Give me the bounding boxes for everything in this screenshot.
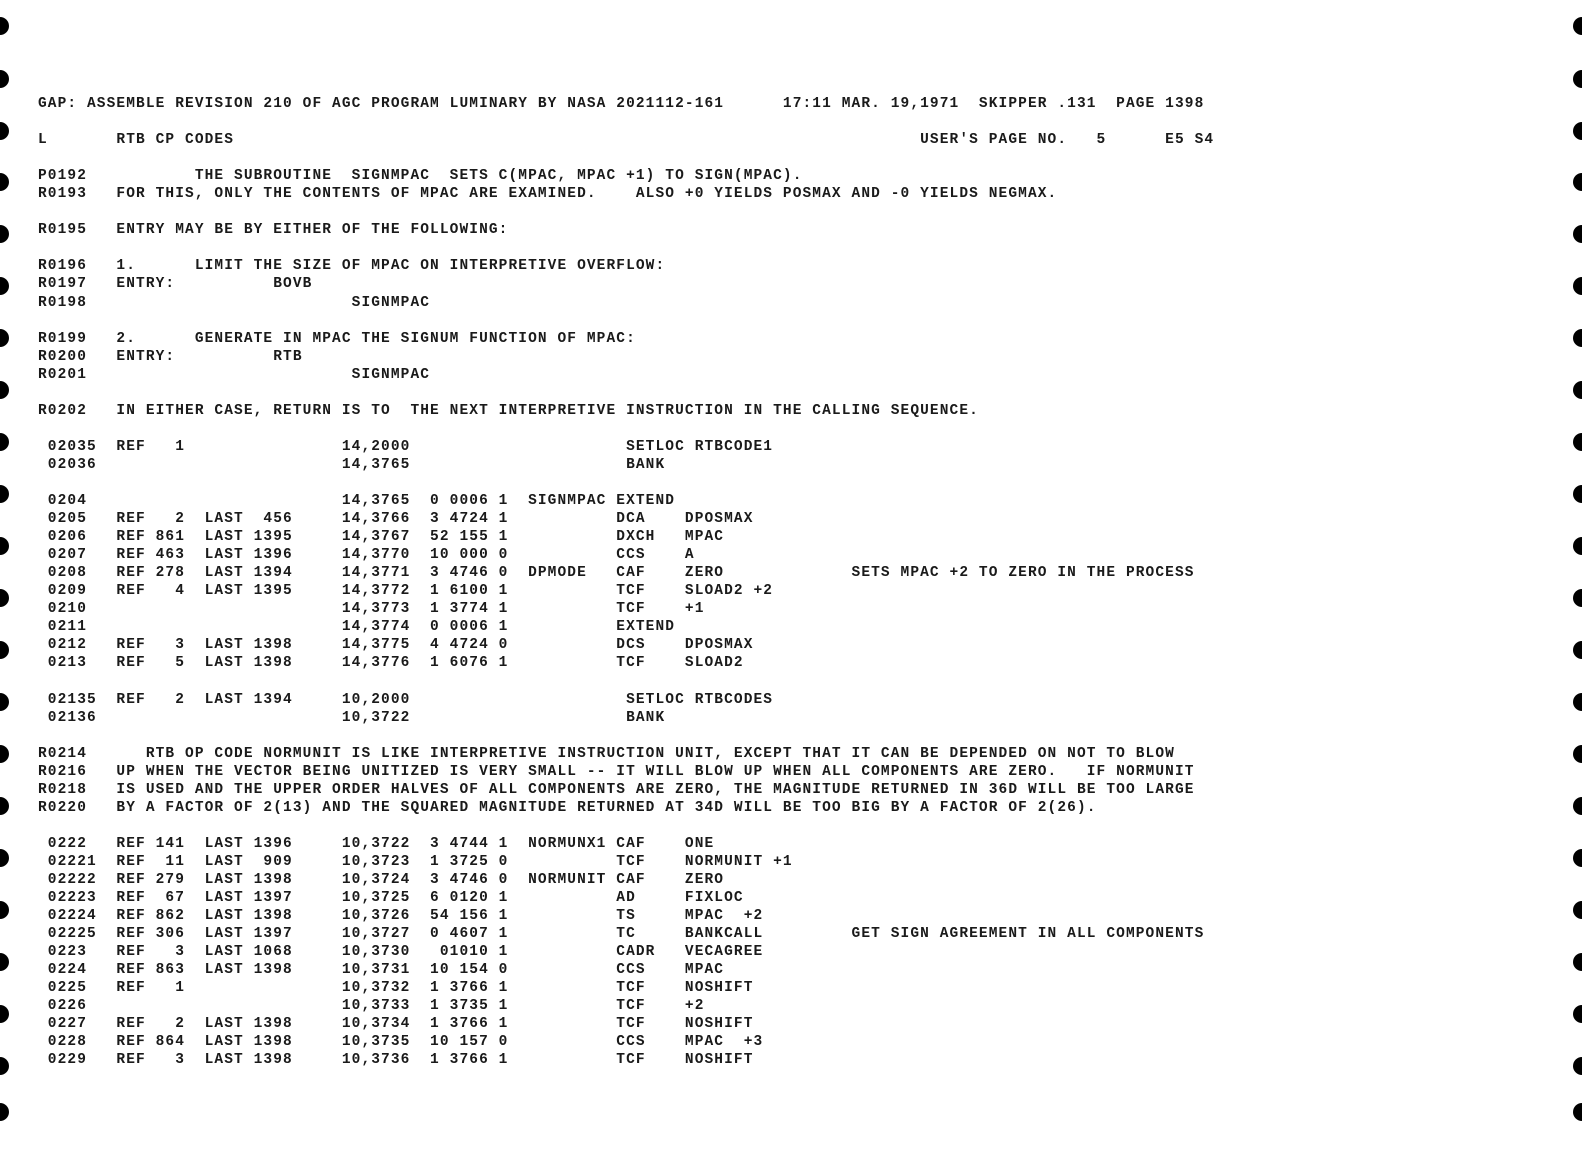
feed-hole	[1573, 225, 1582, 243]
comment-line: R0218 IS USED AND THE UPPER ORDER HALVES OF ALL COMPONENTS ARE ZERO, THE MAGNITUDE RETURNED IN 36D WILL BE TOO LARGE	[38, 781, 1195, 798]
feed-hole	[0, 277, 9, 295]
blank-line	[38, 673, 1214, 691]
feed-hole	[1573, 1057, 1582, 1075]
code-line: 02221 REF 11 LAST 909 10,3723 1 3725 0 TCF NORMUNIT +1	[38, 853, 793, 870]
comment-line: R0200 ENTRY: RTB	[38, 348, 303, 365]
code-line: 02224 REF 862 LAST 1398 10,3726 54 156 1 TS MPAC +2	[38, 908, 764, 925]
feed-hole	[1573, 693, 1582, 711]
feed-hole	[1573, 589, 1582, 607]
code-line: 0209 REF 4 LAST 1395 14,3772 1 6100 1 TCF SLOAD2 +2	[38, 583, 774, 600]
code-line: 0204 14,3765 0 0006 1 SIGNMPAC EXTEND	[38, 493, 676, 510]
blank-line	[38, 239, 1214, 257]
code-line: 0225 REF 1 10,3732 1 3766 1 TCF NOSHIFT	[38, 980, 754, 997]
code-line: 0211 14,3774 0 0006 1 EXTEND	[38, 619, 676, 636]
code-line: 0229 REF 3 LAST 1398 10,3736 1 3766 1 TCF NOSHIFT	[38, 1052, 754, 1069]
blank-line	[38, 203, 1214, 221]
comment-line: R0197 ENTRY: BOVB	[38, 276, 313, 293]
blank-line	[38, 384, 1214, 402]
code-line: 0213 REF 5 LAST 1398 14,3776 1 6076 1 TCF SLOAD2	[38, 655, 744, 672]
code-line: 02222 REF 279 LAST 1398 10,3724 3 4746 0 NORMUNIT CAF ZERO	[38, 872, 725, 889]
feed-hole	[0, 1057, 9, 1075]
code-line: 02135 REF 2 LAST 1394 10,2000 SETLOC RTBCODES	[38, 691, 774, 708]
feed-hole	[1573, 797, 1582, 815]
feed-hole	[0, 329, 9, 347]
code-line: 0206 REF 861 LAST 1395 14,3767 52 155 1 DXCH MPAC	[38, 529, 725, 546]
feed-hole	[1573, 537, 1582, 555]
code-line: 02035 REF 1 14,2000 SETLOC RTBCODE1	[38, 438, 774, 455]
blank-line	[38, 312, 1214, 330]
feed-hole	[0, 693, 9, 711]
feed-hole	[1573, 70, 1582, 88]
feed-hole	[1573, 277, 1582, 295]
feed-hole	[1573, 901, 1582, 919]
code-line: 02223 REF 67 LAST 1397 10,3725 6 0120 1 AD FIXLOC	[38, 890, 744, 907]
code-line: 0210 14,3773 1 3774 1 TCF +1	[38, 601, 705, 618]
feed-hole	[0, 797, 9, 815]
code-line: 0205 REF 2 LAST 456 14,3766 3 4724 1 DCA DPOSMAX	[38, 511, 754, 528]
feed-hole	[0, 745, 9, 763]
feed-hole	[0, 1005, 9, 1023]
code-line: 0208 REF 278 LAST 1394 14,3771 3 4746 0 DPMODE CAF ZERO SETS MPAC +2 TO ZERO IN THE PROCESS	[38, 565, 1195, 582]
comment-line: R0214 RTB OP CODE NORMUNIT IS LIKE INTERPRETIVE INSTRUCTION UNIT, EXCEPT THAT IT CAN BE DEPENDED ON NOT TO BLOW	[38, 745, 1175, 762]
comment-line: R0202 IN EITHER CASE, RETURN IS TO THE NEXT INTERPRETIVE INSTRUCTION IN THE CALLING SEQUENCE.	[38, 402, 979, 419]
feed-hole	[0, 589, 9, 607]
blank-line	[38, 817, 1214, 835]
section-title-line: L RTB CP CODES USER'S PAGE NO. 5 E5 S4	[38, 132, 1215, 149]
blank-line	[38, 113, 1214, 131]
feed-hole	[1573, 745, 1582, 763]
blank-line	[38, 727, 1214, 745]
feed-hole	[0, 70, 9, 88]
feed-hole	[1573, 849, 1582, 867]
feed-hole	[1573, 1005, 1582, 1023]
feed-hole	[1573, 641, 1582, 659]
code-line: 0226 10,3733 1 3735 1 TCF +2	[38, 998, 705, 1015]
feed-hole	[1573, 329, 1582, 347]
feed-hole	[0, 122, 9, 140]
feed-hole	[0, 17, 9, 35]
code-line: 0227 REF 2 LAST 1398 10,3734 1 3766 1 TCF NOSHIFT	[38, 1016, 754, 1033]
feed-hole	[0, 953, 9, 971]
feed-hole	[0, 485, 9, 503]
comment-line: R0195 ENTRY MAY BE BY EITHER OF THE FOLLOWING:	[38, 222, 509, 239]
blank-line	[38, 474, 1214, 492]
feed-hole	[1573, 1103, 1582, 1121]
code-line: 02225 REF 306 LAST 1397 10,3727 0 4607 1 TC BANKCALL GET SIGN AGREEMENT IN ALL COMPONENTS	[38, 926, 1205, 943]
feed-hole	[0, 1103, 9, 1121]
comment-line: R0199 2. GENERATE IN MPAC THE SIGNUM FUNCTION OF MPAC:	[38, 330, 636, 347]
code-line: 0223 REF 3 LAST 1068 10,3730 01010 1 CADR VECAGREE	[38, 944, 764, 961]
feed-hole	[0, 641, 9, 659]
code-line: 0228 REF 864 LAST 1398 10,3735 10 157 0 CCS MPAC +3	[38, 1034, 764, 1051]
comment-line: R0220 BY A FACTOR OF 2(13) AND THE SQUARED MAGNITUDE RETURNED AT 34D WILL BE TOO BIG BY A FACTOR OF 2(26).	[38, 799, 1097, 816]
header-line: GAP: ASSEMBLE REVISION 210 OF AGC PROGRAM LUMINARY BY NASA 2021112-161 17:11 MAR. 19,1971 SKIPPER .131 PAGE 1398	[38, 96, 1205, 112]
feed-hole	[0, 225, 9, 243]
blank-line	[38, 149, 1214, 167]
feed-hole	[1573, 433, 1582, 451]
blank-line	[38, 420, 1214, 438]
comment-line: P0192 THE SUBROUTINE SIGNMPAC SETS C(MPAC, MPAC +1) TO SIGN(MPAC).	[38, 168, 803, 185]
feed-hole	[0, 901, 9, 919]
feed-hole	[0, 537, 9, 555]
code-line: 0222 REF 141 LAST 1396 10,3722 3 4744 1 NORMUNX1 CAF ONE	[38, 835, 715, 852]
feed-hole	[0, 173, 9, 191]
comment-line: R0201 SIGNMPAC	[38, 366, 431, 383]
feed-hole	[1573, 122, 1582, 140]
feed-hole	[0, 849, 9, 867]
comment-line: R0198 SIGNMPAC	[38, 294, 431, 311]
comment-line: R0196 1. LIMIT THE SIZE OF MPAC ON INTERPRETIVE OVERFLOW:	[38, 258, 666, 275]
assembly-listing	[38, 95, 1214, 1070]
code-line: 0224 REF 863 LAST 1398 10,3731 10 154 0 CCS MPAC	[38, 962, 725, 979]
feed-hole	[1573, 173, 1582, 191]
feed-hole	[0, 381, 9, 399]
feed-hole	[0, 433, 9, 451]
feed-hole	[1573, 381, 1582, 399]
code-line: 0212 REF 3 LAST 1398 14,3775 4 4724 0 DCS DPOSMAX	[38, 637, 754, 654]
code-line: 02036 14,3765 BANK	[38, 456, 666, 473]
comment-line: R0193 FOR THIS, ONLY THE CONTENTS OF MPAC ARE EXAMINED. ALSO +0 YIELDS POSMAX AND -0 YIELDS NEGMAX.	[38, 186, 1058, 203]
code-line: 0207 REF 463 LAST 1396 14,3770 10 000 0 CCS A	[38, 547, 695, 564]
feed-hole	[1573, 953, 1582, 971]
code-line: 02136 10,3722 BANK	[38, 709, 666, 726]
feed-hole	[1573, 17, 1582, 35]
comment-line: R0216 UP WHEN THE VECTOR BEING UNITIZED IS VERY SMALL -- IT WILL BLOW UP WHEN ALL COMPONENTS ARE ZERO. IF NORMUNIT	[38, 763, 1195, 780]
feed-hole	[1573, 485, 1582, 503]
